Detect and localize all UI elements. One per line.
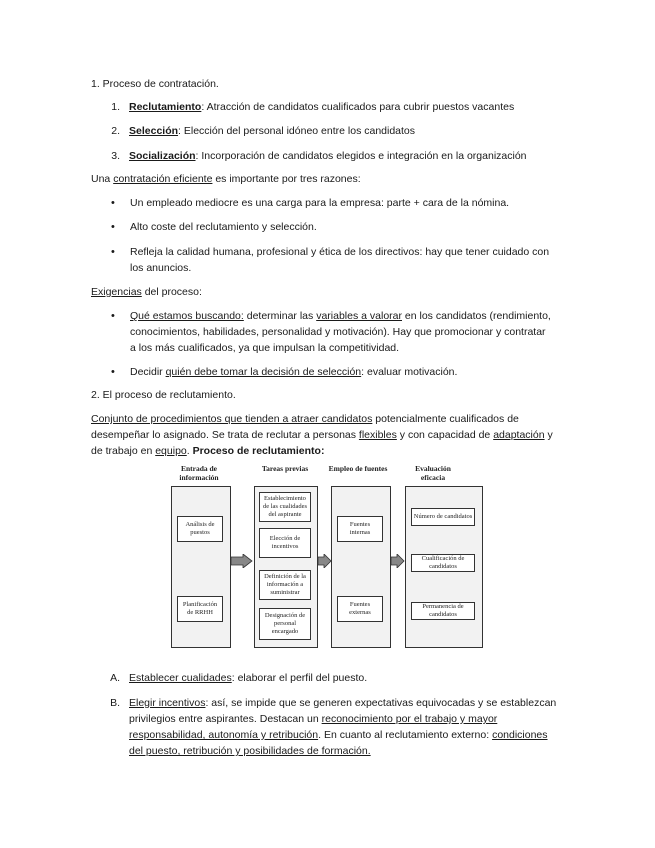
list-item-b-cont bbox=[129, 745, 371, 758]
diagram-box: Elección de incentivos bbox=[259, 528, 311, 558]
underlined-term: Exigencias bbox=[91, 286, 142, 298]
diagram-column-header: Entrada de información bbox=[179, 464, 219, 482]
underlined-term: Qué estamos buscando: bbox=[130, 310, 244, 322]
step-2 bbox=[129, 125, 415, 138]
diagram-column-header: Evaluación eficacia bbox=[415, 464, 451, 482]
underlined-term: equipo bbox=[155, 445, 187, 457]
underlined-term: reconocimiento por el trabajo y mayor bbox=[321, 713, 498, 725]
reasons-intro bbox=[91, 173, 361, 186]
step-desc: : Elección del personal idóneo entre los candidatos bbox=[178, 125, 416, 137]
arrow-right-icon bbox=[231, 554, 253, 568]
list-item-b-cont bbox=[129, 713, 497, 726]
underlined-term: condiciones bbox=[492, 729, 548, 741]
exigencia-1 bbox=[130, 310, 551, 323]
list-item-a bbox=[129, 672, 367, 685]
text: es importante por tres razones: bbox=[212, 173, 361, 185]
diagram-box: Permanencia de candidatos bbox=[411, 602, 475, 620]
underlined-term: Elegir incentivos bbox=[129, 697, 206, 709]
exigencia-2 bbox=[130, 366, 457, 379]
list-item-b-cont bbox=[129, 729, 548, 742]
bullet-icon: • bbox=[111, 366, 115, 378]
bullet-icon: • bbox=[111, 197, 115, 209]
bold-term: Proceso de reclutamiento: bbox=[192, 445, 325, 457]
underlined-term: responsabilidad, autonomía y retribución bbox=[129, 729, 319, 741]
text: de trabajo en bbox=[91, 445, 156, 457]
text: y con capacidad de bbox=[396, 429, 494, 441]
step-desc: : Incorporación de candidatos elegidos e integración en la organización bbox=[195, 150, 527, 162]
underlined-term: flexibles bbox=[358, 429, 397, 441]
reason-item: Un empleado mediocre es una carga para la empresa: parte + cara de la nómina. bbox=[130, 197, 510, 209]
list-letter: A. bbox=[110, 672, 120, 684]
bullet-icon: • bbox=[111, 246, 115, 258]
diagram-box: Designación de personal encargado bbox=[259, 608, 311, 640]
reason-item: Alto coste del reclutamiento y selección. bbox=[130, 221, 317, 233]
reason-item-cont: los anuncios. bbox=[130, 262, 192, 274]
step-term: Reclutamiento bbox=[129, 101, 202, 113]
text: potencialmente cualificados de bbox=[372, 413, 519, 425]
diagram-box: Análisis de puestos bbox=[177, 516, 223, 542]
text: desempeñar lo asignado. Se trata de reclutar a personas bbox=[91, 429, 359, 441]
exigencia-1-cont: a los más cualificados, ya que impulsan la competitividad. bbox=[130, 342, 400, 354]
underlined-term: adaptación bbox=[493, 429, 545, 441]
underlined-term: Conjunto de procedimientos que tienden a atraer candidatos bbox=[91, 413, 373, 425]
diagram-box: Número de candidatos bbox=[411, 508, 475, 526]
diagram-box: Definición de la información a suministrar bbox=[259, 570, 311, 600]
exigencia-1-cont: conocimientos, habilidades, personalidad y motivación). Hay que promocionar y contratar bbox=[130, 326, 546, 338]
diagram-column bbox=[331, 486, 391, 648]
list-letter: B. bbox=[110, 697, 120, 709]
step-number: 1. bbox=[111, 101, 120, 113]
text: . En cuanto al reclutamiento externo: bbox=[318, 729, 493, 741]
diagram-column-header: Tareas previas bbox=[261, 464, 309, 473]
reason-item: Refleja la calidad humana, profesional y ética de los directivos: hay que tener cuidado con bbox=[130, 246, 550, 258]
text: determinar las bbox=[243, 310, 317, 322]
paragraph-line bbox=[91, 413, 519, 426]
text: privilegios entre aspirantes. Destacan un bbox=[129, 713, 322, 725]
section-2-heading: 2. El proceso de reclutamiento. bbox=[91, 389, 236, 401]
underlined-term: variables a valorar bbox=[316, 310, 402, 322]
step-number: 2. bbox=[111, 125, 120, 137]
text: del proceso: bbox=[141, 286, 202, 298]
text: . bbox=[186, 445, 193, 457]
step-1 bbox=[129, 101, 514, 114]
text: y bbox=[544, 429, 553, 441]
underlined-term: contratación eficiente bbox=[113, 173, 213, 185]
diagram-box: Fuentes internas bbox=[337, 516, 383, 542]
step-desc: : Atracción de candidatos cualificados para cubrir puestos vacantes bbox=[201, 101, 515, 113]
text: : elaborar el perfil del puesto. bbox=[231, 672, 368, 684]
underlined-term: quién debe tomar la decisión de selección bbox=[165, 366, 362, 378]
text: : así, se impide que se generen expectativas equivocadas y se establezcan bbox=[205, 697, 557, 709]
arrow-right-icon bbox=[391, 554, 405, 568]
list-item-b bbox=[129, 697, 556, 710]
section-1-heading: 1. Proceso de contratación. bbox=[91, 78, 219, 90]
recruitment-process-diagram bbox=[165, 462, 485, 652]
text: Una bbox=[91, 173, 114, 185]
step-term: Selección bbox=[129, 125, 179, 137]
diagram-box: Establecimiento de las cualidades del aspirante bbox=[259, 492, 311, 522]
arrow-right-icon bbox=[318, 554, 332, 568]
diagram-column bbox=[171, 486, 231, 648]
exigencias-heading bbox=[91, 286, 202, 299]
underlined-term: Establecer cualidades bbox=[129, 672, 232, 684]
diagram-box: Cualificación de candidatos bbox=[411, 554, 475, 572]
diagram-box: Fuentes externas bbox=[337, 596, 383, 622]
step-3 bbox=[129, 150, 527, 163]
bullet-icon: • bbox=[111, 310, 115, 322]
step-number: 3. bbox=[111, 150, 120, 162]
paragraph-line bbox=[91, 445, 324, 458]
bullet-icon: • bbox=[111, 221, 115, 233]
paragraph-line bbox=[91, 429, 553, 442]
step-term: Socialización bbox=[129, 150, 196, 162]
text: : evaluar motivación. bbox=[361, 366, 458, 378]
diagram-column-header: Empleo de fuentes bbox=[328, 464, 388, 473]
underlined-term: del puesto, retribución y posibilidades de formación. bbox=[129, 745, 371, 757]
diagram-box: Planificación de RRHH bbox=[177, 596, 223, 622]
text: Decidir bbox=[130, 366, 166, 378]
text: en los candidatos (rendimiento, bbox=[402, 310, 551, 322]
